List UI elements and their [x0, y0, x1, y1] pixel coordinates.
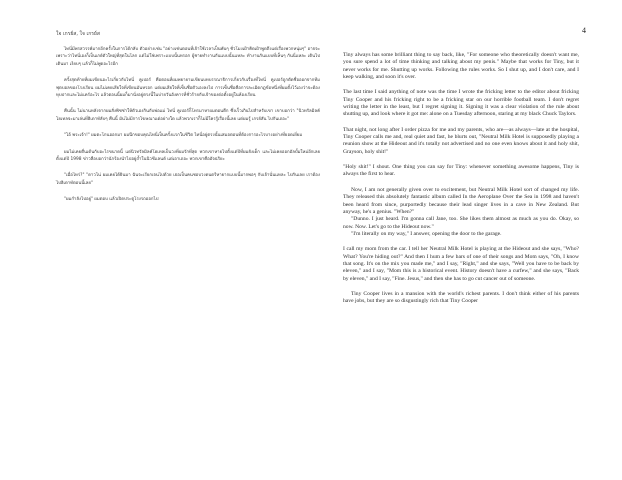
thai-paragraph: ผมไม่เคยตื่นเต้นกับอะไรขนาดนี้ แต่นิวทรัลมิลค์โฮเทลเป็นวงที่ผมรักที่สุด พวกเขาหายไปตั้งแต่ปีที่ผมยังเด็ก และไม่เคยออกอัลบั้มใหม่อีกเลยตั้งแต่ปี 1998 ข่าวลือบอกว่านักร้องนำไปอยู่ถ้ำในนิวซีแลนด์ แต่เอาเถอะ พวกเขาคืออัจฉริยะ [56, 149, 320, 163]
running-header: ใจ เกรย์ส, ใจ เกรย์ส [56, 31, 100, 37]
thai-paragraph: "ผมกำลังไปอยู่" ผมตอบ แล้วเปิดประตูโรงรถออกไป [64, 197, 159, 203]
thai-paragraph: "เมื่อไหร่?" "ดาวโน่ ผมเคยได้ยินมา ฉันจะเรียกเจนไปด้วย เธอเป็นคนชอบวงดนตรีหายากแบบนี้มากพอๆ กับเจ้านั่นแหละ ไปกันเลย เราต้องไปฮิเดาท์ตอนนี้เลย" [56, 173, 320, 186]
thai-paragraph: ครั้งสุดท้ายที่ผมเขียนอะไรเกี่ยวกับไทนี่ คูเปอร์ คือตอนที่ผมพยายามเขียนบทบรรณาธิการเกี่ยวกับเรื่องที่ไทนี่ คูเปอร์ถูกตัดชื่อออกจากทีมฟุตบอลของโรงเรียน ผมไม่เคยเสียใจที่เขียนมันหรอก แต่ผมเสียใจที่เซ็นชื่อตัวเองลงไป การเซ็นชื่อคือการละเมิดกฎข้อหนึ่งที่ผมตั้งไว้เองว่าจะต้องหุบปากและไม่แคร์อะไร แล้วตอนนี้ผมก็มานั่งอยู่ตรงนี้ในบ่ายวันอังคารที่ชั่วร้ายกับเจ้าของต่อตั้งอยู่ในห้องเรียน [56, 78, 320, 99]
english-paragraph: "I'm literally on my way," I answer, opening the door to the garage. [351, 230, 502, 237]
english-paragraph: Now, I am not generally given over to excitement, but Neutral Milk Hotel sort of changed my life. They released this absolutely fantastic album called In the Aeroplane Over the Sea in 1998 and haven't been heard from since, purportedly because their lead singer lives in a cave in New Zealand. But anyway, he's a genius. "When?" [343, 186, 579, 215]
english-paragraph: Tiny always has some brilliant thing to say back, like, "For someone who theoretically doesn't want me, you sure spend a lot of time thinking and talking about my penis." Maybe that works for Tiny, but it never works for me. Shutting up works. Following the rules works. So I shut up, and I don't care, and I keep walking, and soon it's over. [343, 52, 579, 81]
thai-paragraph: คืนนั้น ไม่นานหลังจากผมสั่งพิซซ่าให้ตัวเองกินกับพ่อแม่ ไทนี่ คูเปอร์ก็โทรมาหาผมตอนดึก ซึ่งเร็วเกินไปสำหรับเขา เขาบอกว่า "นิวทรัลมิลค์โฮเทลจะมาเล่นที่ฮิเดาท์ลับๆ คืนนี้ มันไม่มีการโฆษณาแต่อย่างใด แล้วพวกเราก็ไม่มีใครรู้เรื่องนี้เลย แต่ผมรู้ เกรย์สัน ไปกันเถอะ" [56, 109, 320, 122]
page-number: 4 [582, 26, 586, 35]
thai-paragraph: ไทนี่มีพรสวรรค์มากอีกครั้งในการโต้กลับ ตัวอย่างเช่น "อย่างเช่นตอนที่เจ้าใช้เวลาเป็นพันๆ ชั่วโมงเฝ้าคิดเฝ้าพูดถึงแต่เรื่องพวกหนุ่มๆ" อาจจะเพราะว่าไทนี่เองก็เป็นเกย์ตัวใหญ่ที่สุดในโลก แต่ไม่ใช่เพราะแบบนั้นหรอก ผู้ชายทำงานกันแบบนั้นแหละ ทำงานกันแบบที่เห็นๆ กันนี่แหละ เดินไปเดินมา เงียบๆ แล้วก็ไม่พูดอะไรอีก [56, 47, 320, 67]
english-paragraph: "Holy shit!" I shout. One thing you can say for Tiny: whenever something awesome happens, Tiny is always the first to hear. [343, 164, 579, 178]
english-text-column [343, 52, 579, 306]
english-paragraph: That night, not long after I order pizza for me and my parents, who are—as always—late at the hospital, Tiny Cooper calls me and, real quiet and fast, he blurts out, "Neutral Milk Hotel is supposedly playing a reunion show at the Hideout and it's totally not advertised and no one even knows about it and holy shit, Grayson, holy shit!" [343, 126, 579, 155]
english-paragraph: "Dunno. I just heard. I'm gonna call Jane, too. She likes them almost as much as you do. Okay, so now. Now. Let's go to the Hideout now." [343, 216, 579, 230]
thai-text-column [56, 46, 320, 213]
english-paragraph: I call my mom from the car. I tell her Neutral Milk Hotel is playing at the Hideout and she says, "Who? What? You're hiding out?" And then I hum a few bars of one of their songs and Mom says, "Oh, I know that song. It's on the mix you made me," and I say, "Right," and she says, "Well you have to be back by eleven," and I say, "Mom this is a historical event. History doesn't have a curfew," and she says, "Back by eleven," and I say, "Fine. Jesus," and then she has to go cut cancer out of someone. [343, 246, 579, 282]
thai-paragraph: "โอ้ พระเจ้า!" ผมตะโกนออกมา ผมนึกขอบคุณไทนี่เป็นครั้งแรกในชีวิต ไทนี่อยู่ตรงนั้นเสมอตอนที่ต้องการอะไรบางอย่างที่ยอดเยี่ยม [64, 133, 303, 139]
english-paragraph: Tiny Cooper lives in a mansion with the world's richest parents. I don't think either of his parents have jobs, but they are so disgustingly rich that Tiny Cooper [343, 290, 579, 305]
english-paragraph: The last time I said anything of note was the time I wrote the fricking letter to the editor about fricking Tiny Cooper and his fricking right to be a fricking star on our horrible football team. I don't regret writing the letter in the least, but I regret signing it. Signing it was a clear violation of the rule about shutting up, and look where it got me: alone on a Tuesday afternoon, staring at my black Chuck Taylors. [343, 89, 579, 118]
